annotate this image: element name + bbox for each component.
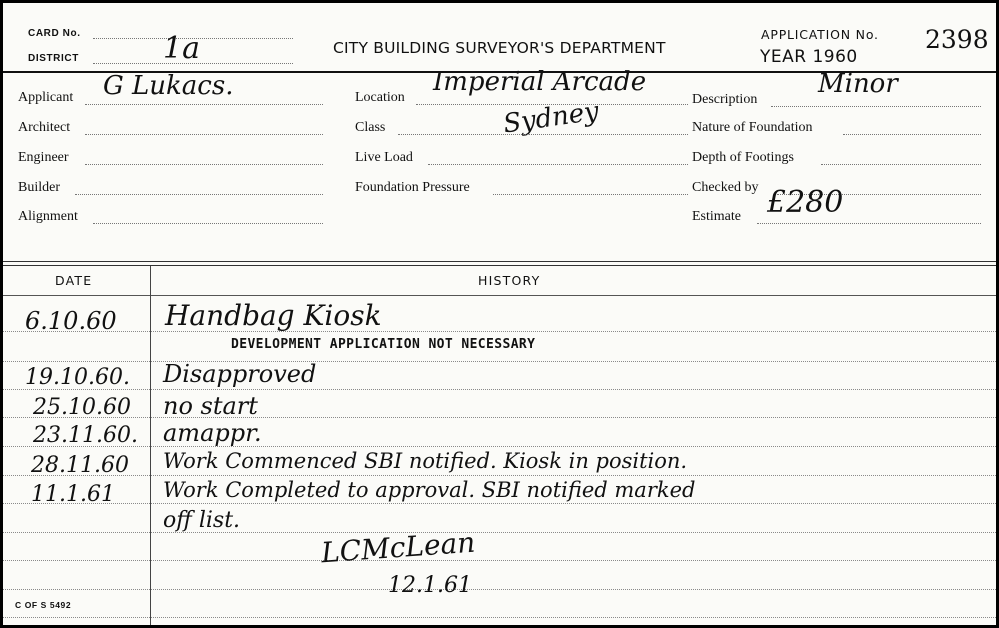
live-load-line [428,164,688,165]
nature-of-foundation-line [843,134,981,135]
estimate-line [757,223,981,224]
checked-by-label: Checked by [692,180,759,195]
engineer-line [85,164,323,165]
class-label: Class [355,120,386,135]
applicant-label: Applicant [18,90,74,105]
history-top-line [3,261,996,262]
depth-of-footings-label: Depth of Footings [692,150,794,165]
location-value-line1: Imperial Arcade [433,67,647,97]
signature: LCMcLean [320,525,477,570]
district-value: 1a [163,31,200,66]
applicant-line [85,104,323,105]
history-entry-text-continued: off list. [163,508,241,533]
history-entry-text: Work Completed to approval. SBI notified marked [163,478,696,502]
building-record-card [3,3,996,625]
history-entry-text: Work Commenced SBI notified. Kiosk in position. [163,449,688,473]
estimate-value: £280 [767,185,844,220]
description-line [771,106,981,107]
foundation-pressure-line [493,194,688,195]
card-no-label: CARD No. [28,28,81,39]
history-header-line [3,295,996,296]
nature-of-foundation-label: Nature of Foundation [692,120,813,135]
history-entry-date: 25.10.60 [33,395,131,420]
applicant-value: G Lukacs. [103,71,234,101]
development-application-stamp: DEVELOPMENT APPLICATION NOT NECESSARY [231,337,536,352]
architect-label: Architect [18,120,71,135]
depth-of-footings-line [821,164,981,165]
history-entry-text: amappr. [163,419,262,447]
signature-date: 12.1.61 [388,573,472,598]
architect-line [85,134,323,135]
history-entry-text: no start [163,392,258,420]
alignment-line [93,223,323,224]
alignment-label: Alignment [18,209,78,224]
history-entry-text: Handbag Kiosk [165,299,382,332]
history-entry-date: 19.10.60. [25,365,130,390]
description-value: Minor [818,69,898,99]
live-load-label: Live Load [355,150,413,165]
builder-line [75,194,323,195]
engineer-label: Engineer [18,150,69,165]
builder-label: Builder [18,180,60,195]
history-top-line-2 [3,265,996,266]
history-entry-date: 23.11.60. [33,423,138,448]
history-column-header: HISTORY [478,273,541,288]
history-entry-text: Disapproved [163,360,317,388]
location-label: Location [355,90,405,105]
department-title: CITY BUILDING SURVEYOR'S DEPARTMENT [333,39,666,57]
history-entry-date: 11.1.61 [31,482,115,507]
class-line [398,134,688,135]
history-entry-date: 6.10.60 [25,307,117,335]
form-number: C OF S 5492 [15,600,72,610]
location-value-line2: Sydney [501,96,601,140]
application-no-label: APPLICATION No. [761,27,879,42]
estimate-label: Estimate [692,209,741,224]
date-column-header: DATE [55,273,93,288]
district-label: DISTRICT [28,53,79,64]
foundation-pressure-label: Foundation Pressure [355,180,470,195]
year-label: YEAR 1960 [760,47,858,67]
application-number: 2398 [925,25,989,54]
description-label: Description [692,92,758,107]
history-entry-date: 28.11.60 [31,453,129,478]
